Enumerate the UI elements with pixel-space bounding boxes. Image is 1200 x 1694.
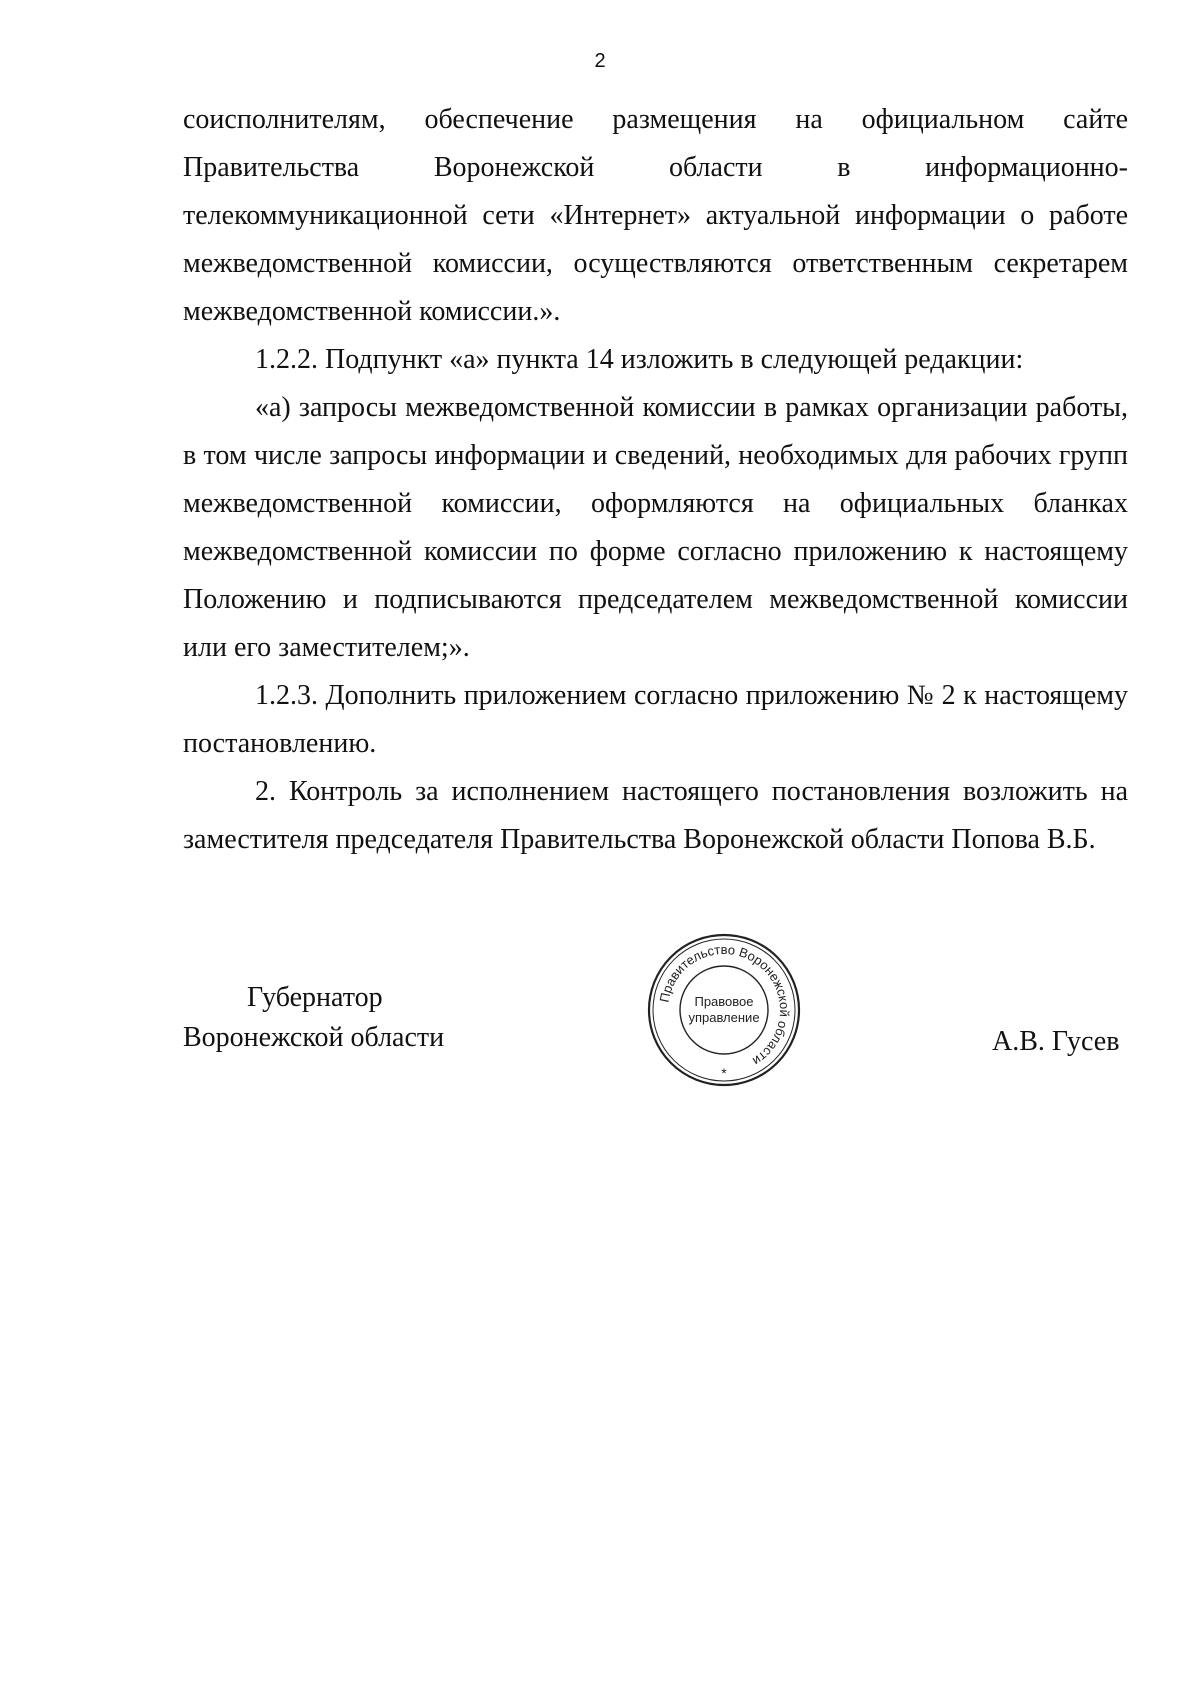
signatory-name: А.В. Гусев xyxy=(992,1026,1120,1057)
paragraph-1-2-3: 1.2.3. Дополнить приложением согласно приложению № 2 к настоящему постановлению. xyxy=(183,680,1128,759)
seal-ring-text: Правительство Воронежской области xyxy=(656,941,793,1069)
paragraph-1-2-2: 1.2.2. Подпункт «а» пункта 14 изложить в следующей редакции: xyxy=(255,344,1024,375)
paragraph-2-control: 2. Контроль за исполнением настоящего постановления возложить на заместителя председателя Правительства Воронежской области Попова В.Б. xyxy=(183,776,1128,855)
document-body xyxy=(183,96,1128,864)
paragraph-quoted-amendment: «а) запросы межведомственной комиссии в рамках организации работы, в том числе запросы информации и сведений, необходимых для рабочих групп межведомственной комиссии, оформляются на официальных бланках межведомственной комиссии по форме согласно приложению к настоящему Положению и подписываются председателем межведомственной комиссии или его заместителем;». xyxy=(183,392,1128,663)
official-seal xyxy=(646,932,802,1088)
signatory-region: Воронежской области xyxy=(183,1022,445,1053)
signatory-position: Губернатор xyxy=(247,982,383,1013)
seal-star: * xyxy=(721,1065,727,1081)
page-number: 2 xyxy=(594,50,606,72)
signatory-title xyxy=(183,978,444,1058)
paragraph-continuation: соисполнителям, обеспечение размещения на официальном сайте Правительства Воронежской области в информационно-телекоммуникационной сети «Интернет» актуальной информации о работе межведомственной комиссии, осуществляются ответственным секретарем межведомственной комиссии.». xyxy=(183,104,1128,327)
seal-center-line2: управление xyxy=(688,1010,760,1025)
seal-center-line1: Правовое xyxy=(694,994,754,1009)
